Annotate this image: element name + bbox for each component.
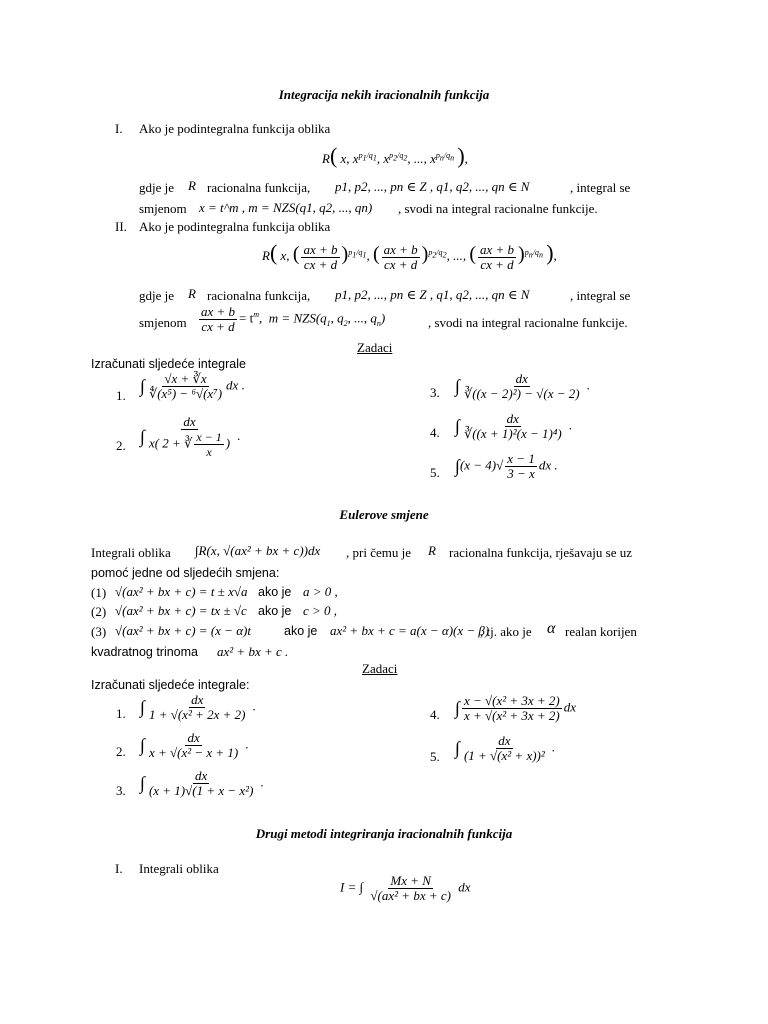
formula-numerator: Mx + N (390, 873, 431, 888)
task2-3-number: 3. (116, 783, 126, 798)
task2-2-expression: ∫ $\frac{dx}{\text{x + √(x² − x + 1)}}$ . (140, 730, 249, 760)
section3-number: I. (115, 861, 123, 876)
section-title-3: Drugi metodi integriranja iracionalnih funkcija (255, 826, 513, 841)
item-ii-smjenom: smjenom (139, 315, 187, 330)
euler-s1-num: (1) (91, 585, 107, 600)
formula-i: R( x, $x^{p_1/q_1}$, $x^{p_2/q_2}$, ..., $x^{p_n/q_n}$ ), (322, 143, 468, 168)
euler-s2-formula: √(ax² + bx + c) = tx ± √c (115, 603, 247, 618)
task-5-expression: ∫(x − 4)√ $\frac{x - 1}{3 - x}$ dx . (455, 451, 558, 481)
euler-p1-b: , pri čemu je (346, 545, 411, 560)
euler-p2: pomoć jedne od sljedećih smjena: (91, 566, 280, 580)
item-ii-R: R (188, 286, 196, 301)
task2-3-expression: ∫ $\frac{dx}{\text{(x + 1)√(1 + x − x²)}}$ . (140, 768, 264, 798)
item-ii-text: Ako je podintegralna funkcija oblika (139, 219, 331, 234)
task-2-number: 2. (116, 438, 126, 453)
task2-1-number: 1. (116, 706, 126, 721)
item-i-integral: , integral se (570, 180, 631, 195)
tasks-intro-1: Izračunati sljedeće integrale (91, 357, 246, 371)
section3-text: Integrali oblika (139, 861, 219, 876)
item-i-sets: p1, p2, ..., pn ∈ Z , q1, q2, ..., qn ∈ N (335, 179, 530, 194)
section-title-2: Eulerove smjene (339, 507, 429, 522)
euler-s3-akoje: ako je (284, 624, 318, 638)
task-2-expression: ∫ dx x( 2 + ∛ $\frac{x - 1}{x}$ ) . (140, 414, 241, 459)
item-i-gdje: gdje je (139, 180, 175, 195)
formula-denominator: √(ax² + bx + c) (370, 888, 451, 903)
task2-4-expression: ∫ $\frac{\text{x − √(x² + 3x + 2)}}{\text{x + √(x² + 3x + 2)}}$ dx (455, 693, 577, 723)
task2-2-number: 2. (116, 744, 126, 759)
task-4-expression: ∫ $\frac{dx}{\text{∛((x + 1)²(x − 1)⁴)}}$ . (455, 411, 573, 441)
euler-s2-akoje: ako je (258, 604, 292, 618)
euler-s3-realan: realan korijen (565, 624, 637, 639)
item-i-smjenom: smjenom (139, 201, 187, 216)
euler-p1-R: R (428, 543, 436, 558)
item-i-svodi: , svodi na integral racionalne funkcije. (398, 201, 598, 216)
item-i-racionalna: racionalna funkcija, (207, 180, 311, 195)
formula-ii: R( x, ( $\frac{ax + b}{cx + d}$ )$^{p_1/q_1}$, ( $\frac{ax + b}{cx + d}$ )$^{p_2/q_2}$, ..., ( $\frac{ax + b}{cx + d}$ )$^{p_n/q_n}$ ), (262, 240, 557, 272)
task-1-number: 1. (116, 388, 126, 403)
euler-s3-line2: kvadratnog trinoma (91, 645, 199, 659)
euler-s3-alpha: α (547, 620, 556, 637)
item-ii-gdje: gdje je (139, 288, 175, 303)
task2-1-expression: ∫ $\frac{dx}{\text{1 + √(x² + 2x + 2)}}$ . (140, 692, 256, 722)
euler-s2-num: (2) (91, 604, 107, 619)
item-i-text: Ako je podintegralna funkcija oblika (139, 121, 331, 136)
task2-4-number: 4. (430, 707, 440, 722)
euler-s1-cond: a > 0 , (303, 584, 338, 599)
item-i-R: R (188, 178, 196, 193)
task-3-number: 3. (430, 385, 440, 400)
task2-5-number: 5. (430, 749, 440, 764)
euler-s3-num: (3) (91, 624, 107, 639)
task-4-number: 4. (430, 425, 440, 440)
task-3-expression: ∫ $\frac{dx}{\text{∛((x − 2)²) − √(x − 2)}}$ . (455, 371, 591, 401)
euler-s3-tj: , tj. ako je (480, 624, 532, 639)
euler-s3-formula: √(ax² + bx + c) = (x − α)t (115, 623, 251, 638)
section-title-1: Integracija nekih iracionalnih funkcija (278, 87, 490, 102)
euler-s1-akoje: ako je (258, 585, 292, 599)
item-i-number: I. (115, 121, 123, 136)
tasks-heading-1: Zadaci (357, 340, 393, 355)
euler-p1-formula: ∫R(x, √(ax² + bx + c))dx (195, 543, 321, 558)
euler-p1-c: racionalna funkcija, rješavaju se uz (449, 545, 632, 560)
euler-s3-trinom: ax² + bx + c . (217, 644, 289, 659)
item-ii-number: II. (115, 219, 127, 234)
task-1-expression: ∫ $\frac{√x + ∛x}{\text{∜(x⁵) − ⁶√(x⁷)}}$ dx . (140, 371, 245, 401)
euler-s2-cond: c > 0 , (303, 603, 338, 618)
item-ii-svodi: , svodi na integral racionalne funkcije. (428, 315, 628, 330)
tasks-heading-2: Zadaci (362, 661, 398, 676)
item-ii-sets: p1, p2, ..., pn ∈ Z , q1, q2, ..., qn ∈ N (335, 287, 530, 302)
section3-formula (340, 874, 471, 903)
euler-p1-a: Integrali oblika (91, 545, 171, 560)
tasks-intro-2: Izračunati sljedeće integrale: (91, 678, 250, 692)
task2-5-expression: ∫ $\frac{dx}{\text{(1 + √(x² + x))²}}$ . (455, 733, 556, 763)
task-5-number: 5. (430, 465, 440, 480)
formula-lhs: I = ∫ (340, 879, 364, 895)
item-ii-integral: , integral se (570, 288, 631, 303)
euler-s3-cond: ax² + bx + c = a(x − α)(x − β) (330, 623, 490, 638)
euler-s1-formula: √(ax² + bx + c) = t ± x√a (115, 584, 248, 599)
item-i-substitution: x = t^m , m = NZS(q1, q2, ..., qn) (199, 200, 373, 215)
item-ii-substitution: $\frac{ax + b}{cx + d}$ = $t^m$, $m = NZS(q_1$, $q_2$, ..., $q_n$) (201, 304, 386, 334)
item-ii-racionalna: racionalna funkcija, (207, 288, 311, 303)
formula-dx: dx (458, 879, 471, 895)
